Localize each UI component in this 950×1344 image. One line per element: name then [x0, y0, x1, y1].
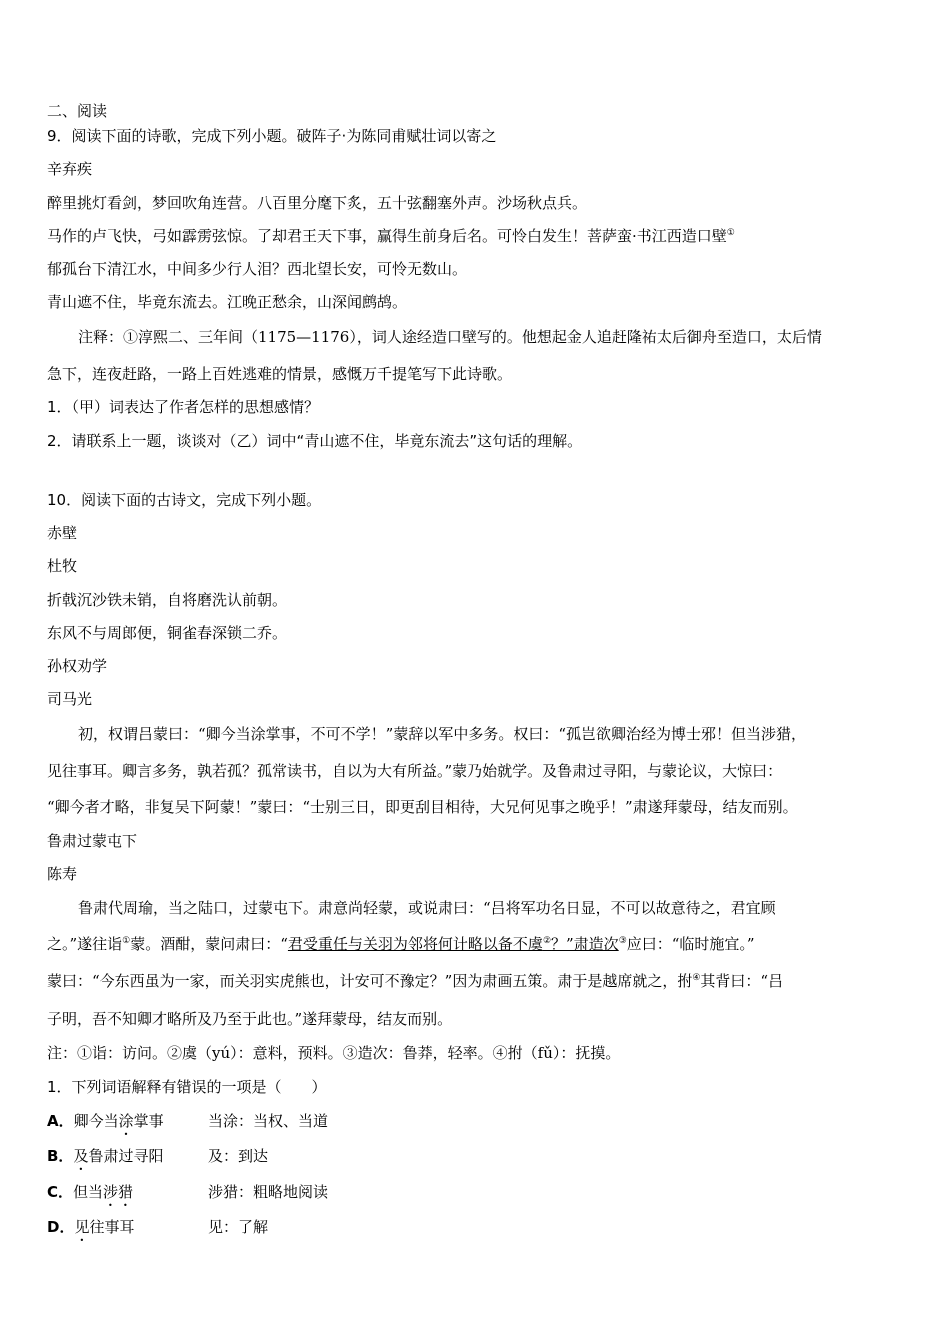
option-b[interactable] [47, 1146, 163, 1174]
q10-notes: 注：①诣：访问。②虞（yú）：意料，预料。③造次：鲁莽，轻率。④拊（fǔ）：抚摸。 [47, 1044, 621, 1062]
q9-poem-line: 郁孤台下清江水，中间多少行人泪？西北望长安，可怜无数山。 [47, 260, 468, 278]
q9-author: 辛弃疾 [47, 160, 93, 178]
text-span: 其背曰：“吕 [700, 972, 784, 990]
option-text: 掌事 [133, 1112, 164, 1130]
q10-text1-title: 孙权劝学 [47, 657, 108, 675]
text-span: 应曰：“临时施宜。” [626, 935, 755, 953]
footnote-marker: ④ [692, 973, 701, 983]
option-d[interactable] [47, 1217, 134, 1245]
option-c-gloss: 涉猎：粗略地阅读 [208, 1183, 329, 1201]
q9-poem-line: 青山遮不住，毕竟东流去。江晚正愁余，山深闻鹧鸪。 [47, 293, 408, 311]
q10-prompt: 10．阅读下面的古诗文，完成下列小题。 [47, 491, 322, 509]
option-letter: B． [47, 1147, 74, 1165]
q10-text1-line: 见往事耳。卿言多务，孰若孤？孤常读书，自以为大有所益。”蒙乃始就学。及鲁肃过寻阳，与蒙论议，大惊曰： [47, 762, 783, 780]
q10-sub-question: 1．下列词语解释有错误的一项是（ ） [47, 1078, 327, 1096]
q9-sub-question: 2．请联系上一题，谈谈对（乙）词中“青山遮不住，毕竟东流去”这句话的理解。 [47, 432, 583, 450]
q10-poem-line: 折戟沉沙铁未销，自将磨洗认前朝。 [47, 591, 288, 609]
option-text: 但当 [73, 1183, 104, 1201]
q10-text1-line: 初，权谓吕蒙曰：“卿今当涂掌事，不可不学！”蒙辞以军中多务。权曰：“孤岂欲卿治经为博士邪！但当涉猎， [78, 725, 807, 743]
option-dotted-word: 涉猎 [103, 1183, 134, 1201]
q9-note-cont: 急下，连夜赶路，一路上百姓逃难的情景，感慨万千提笔写下此诗歌。 [47, 365, 513, 383]
option-text: 卿今当 [73, 1112, 119, 1130]
q10-poem-line: 东风不与周郎便，铜雀春深锁二乔。 [47, 624, 288, 642]
underlined-sentence [288, 935, 619, 953]
option-letter: D． [47, 1218, 75, 1236]
option-text: 往事耳 [89, 1218, 135, 1236]
option-text: 鲁肃过寻阳 [88, 1147, 164, 1165]
option-dotted-word: 涂 [118, 1112, 134, 1130]
option-dotted-word: 及 [73, 1147, 89, 1165]
footnote-marker: ③ [618, 936, 627, 946]
q10-poem-title: 赤壁 [47, 524, 78, 542]
text-span: 蒙曰：“今东西虽为一家，而关羽实虎熊也，计安可不豫定？”因为肃画五策。肃于是越席就之，拊 [47, 972, 693, 990]
q10-poem-author: 杜牧 [47, 557, 78, 575]
q9-poem-line-text: 马作的卢飞快，弓如霹雳弦惊。了却君王天下事，赢得生前身后名。可怜白发生！菩萨蛮·书江西造口壁 [47, 227, 727, 245]
section-title: 二、阅读 [47, 102, 108, 120]
q9-prompt-text: 9．阅读下面的诗歌，完成下列小题。 [47, 127, 297, 145]
footnote-marker: ② [542, 936, 552, 946]
q9-poem-line: 醉里挑灯看剑，梦回吹角连营。八百里分麾下炙，五十弦翻塞外声。沙场秋点兵。 [47, 194, 588, 212]
q9-sub-question: 1．（甲）词表达了作者怎样的思想感情？ [47, 398, 320, 416]
option-d-gloss: 见：了解 [208, 1218, 269, 1236]
text-span: 蒙。酒酣，蒙问肃曰：“ [130, 935, 288, 953]
q9-note: 注释：①淳熙二、三年间（1175—1176），词人途经造口壁写的。他想起金人追赶隆祐太后御舟至造口，太后情 [78, 328, 822, 346]
underlined-text: 君受重任与关羽为邻将何计略以备不虞 [287, 935, 543, 953]
q10-text2-line: 子明，吾不知卿才略所及乃至于此也。”遂拜蒙母，结友而别。 [47, 1010, 453, 1028]
text-span: ？”肃造次 [551, 935, 619, 953]
q10-text2-author: 陈寿 [47, 865, 78, 883]
q9-prompt [47, 126, 496, 146]
option-c[interactable] [47, 1182, 133, 1210]
q10-text2-title: 鲁肃过蒙屯下 [47, 832, 138, 850]
q10-text1-line: “卿今者才略，非复吴下阿蒙！”蒙曰：“士别三日，即更刮目相待，大兄何见事之晚乎！”肃遂拜蒙母，结友而别。 [47, 798, 798, 816]
q10-text2-line [47, 971, 783, 991]
footnote-marker: ① [122, 936, 131, 946]
option-dotted-word: 见 [74, 1218, 90, 1236]
option-a[interactable] [47, 1111, 164, 1139]
footnote-marker: ① [726, 228, 735, 238]
q9-poem-line [47, 226, 735, 246]
q10-text2-line [47, 934, 755, 954]
text-span: 之。”遂往诣 [47, 935, 123, 953]
q10-text2-line: 鲁肃代周瑜，当之陆口，过蒙屯下。肃意尚轻蒙，或说肃曰：“吕将军功名日显，不可以故意待之，君宜顾 [78, 899, 776, 917]
option-letter: C． [47, 1183, 74, 1201]
option-letter: A． [47, 1112, 74, 1130]
option-b-gloss: 及：到达 [208, 1147, 269, 1165]
option-a-gloss: 当涂：当权、当道 [208, 1112, 329, 1130]
q9-poem-title: 破阵子·为陈同甫赋壮词以寄之 [296, 127, 497, 145]
q10-text1-author: 司马光 [47, 690, 93, 708]
